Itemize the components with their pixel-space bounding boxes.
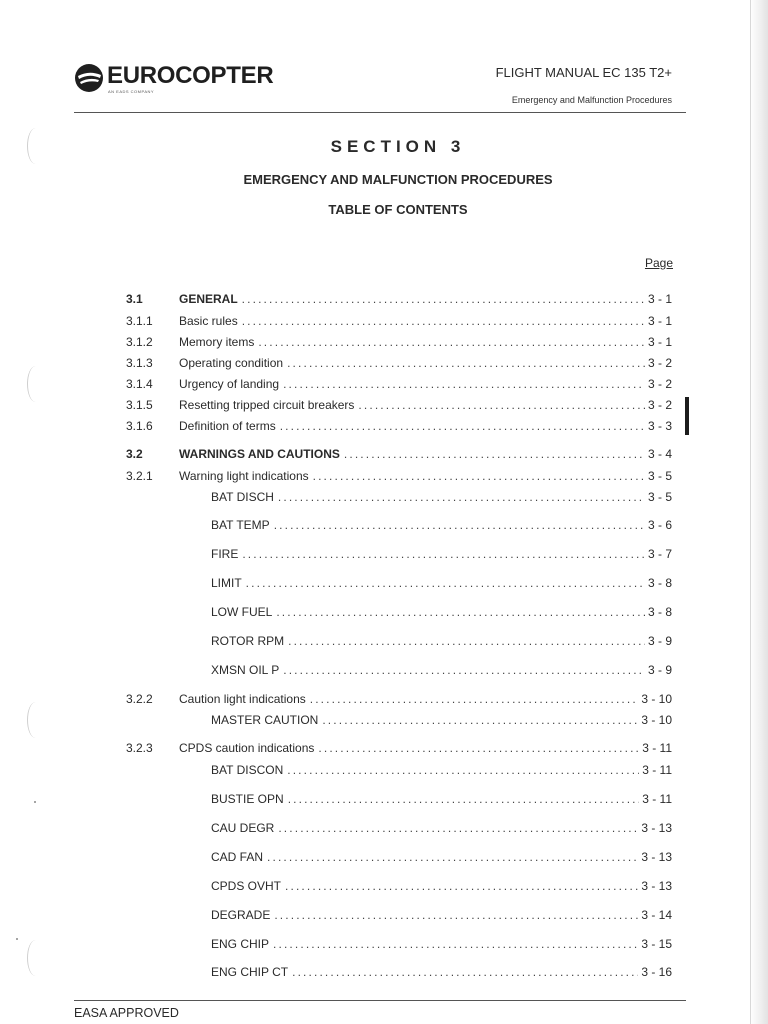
toc-entry-line [211, 663, 672, 677]
toc-page-number: 3 - 8 [645, 605, 672, 619]
toc-heading: TABLE OF CONTENTS [328, 202, 468, 217]
toc-section-number: 3.1 [126, 292, 143, 306]
toc-section-number: 3.2.3 [126, 741, 153, 755]
toc-leader-dots [283, 663, 645, 677]
toc-leader-dots [318, 741, 639, 755]
toc-leader-dots [242, 292, 645, 306]
toc-row [0, 663, 768, 679]
toc-page-number: 3 - 11 [639, 741, 672, 755]
toc-entry-line [211, 879, 672, 893]
toc-page-number: 3 - 9 [645, 663, 672, 677]
brand-name: EUROCOPTER [107, 62, 274, 89]
toc-leader-dots [280, 419, 645, 433]
toc-entry-title: Warning light indications [179, 469, 313, 483]
toc-leader-dots [274, 908, 638, 922]
toc-page-number: 3 - 10 [638, 692, 672, 706]
toc-entry-line [179, 419, 672, 433]
toc-page-number: 3 - 5 [645, 469, 672, 483]
toc-row [0, 937, 768, 953]
toc-leader-dots [242, 314, 645, 328]
toc-row [0, 634, 768, 650]
toc-page-number: 3 - 1 [645, 335, 672, 349]
toc-section-number: 3.1.3 [126, 356, 153, 370]
toc-entry-line [179, 398, 672, 412]
change-bar [685, 397, 689, 435]
toc-page-number: 3 - 13 [638, 821, 672, 835]
toc-row [0, 398, 768, 414]
footer-divider [74, 1000, 686, 1001]
brand-subtitle: AN EADS COMPANY [108, 89, 155, 94]
toc-entry-title: XMSN OIL P [211, 663, 283, 677]
toc-row [0, 741, 768, 757]
toc-leader-dots [287, 356, 645, 370]
toc-row [0, 547, 768, 563]
toc-page-number: 3 - 15 [638, 937, 672, 951]
toc-entry-line [211, 634, 672, 648]
toc-leader-dots [344, 447, 645, 461]
toc-page-number: 3 - 10 [638, 713, 672, 727]
toc-leader-dots [288, 792, 640, 806]
toc-section-number: 3.2.2 [126, 692, 153, 706]
toc-entry-title: Operating condition [179, 356, 287, 370]
header-divider [74, 112, 686, 113]
toc-entry-title: BAT DISCON [211, 763, 287, 777]
toc-row [0, 469, 768, 485]
toc-leader-dots [274, 518, 645, 532]
toc-section-number: 3.1.2 [126, 335, 153, 349]
toc-row [0, 377, 768, 393]
toc-entry-line [211, 937, 672, 951]
toc-entry-title: Definition of terms [179, 419, 280, 433]
toc-entry-line [211, 576, 672, 590]
toc-entry-line [179, 692, 672, 706]
toc-leader-dots [273, 937, 638, 951]
toc-leader-dots [288, 634, 645, 648]
toc-row [0, 605, 768, 621]
toc-row [0, 518, 768, 534]
toc-entry-title: CAD FAN [211, 850, 267, 864]
toc-entry-title: ENG CHIP [211, 937, 273, 951]
toc-page-number: 3 - 7 [645, 547, 672, 561]
approval-statement: EASA APPROVED [74, 1006, 179, 1020]
toc-leader-dots [310, 692, 639, 706]
toc-row [0, 419, 768, 435]
toc-entry-line [211, 850, 672, 864]
toc-entry-title: BAT DISCH [211, 490, 278, 504]
toc-entry-line [179, 335, 672, 349]
toc-page-number: 3 - 1 [645, 314, 672, 328]
toc-entry-title: CAU DEGR [211, 821, 278, 835]
toc-entry-title: BUSTIE OPN [211, 792, 288, 806]
toc-entry-title: LOW FUEL [211, 605, 276, 619]
toc-entry-line [211, 965, 672, 979]
toc-page-number: 3 - 13 [638, 850, 672, 864]
toc-entry-title: BAT TEMP [211, 518, 274, 532]
toc-leader-dots [358, 398, 645, 412]
toc-row [0, 821, 768, 837]
toc-page-number: 3 - 11 [639, 792, 672, 806]
toc-page-number: 3 - 14 [638, 908, 672, 922]
toc-entry-line [211, 713, 672, 727]
section-title: SECTION 3 [330, 137, 466, 156]
toc-leader-dots [292, 965, 638, 979]
toc-row [0, 965, 768, 981]
toc-page-number: 3 - 11 [639, 763, 672, 777]
section-heading: EMERGENCY AND MALFUNCTION PROCEDURES [243, 172, 553, 187]
toc-entry-title: DEGRADE [211, 908, 274, 922]
toc-entry-line [179, 356, 672, 370]
toc-section-number: 3.2 [126, 447, 143, 461]
toc-leader-dots [246, 576, 645, 590]
toc-section-number: 3.1.1 [126, 314, 153, 328]
toc-page-number: 3 - 2 [645, 377, 672, 391]
eurocopter-logo [74, 60, 314, 100]
toc-page-number: 3 - 13 [638, 879, 672, 893]
toc-entry-line [179, 314, 672, 328]
manual-title: FLIGHT MANUAL EC 135 T2+ [495, 65, 672, 80]
toc-page-number: 3 - 2 [645, 398, 672, 412]
toc-row [0, 908, 768, 924]
toc-entry-line [211, 792, 672, 806]
toc-leader-dots [267, 850, 638, 864]
toc-row [0, 292, 768, 308]
toc-entry-title: MASTER CAUTION [211, 713, 322, 727]
toc-section-number: 3.1.5 [126, 398, 153, 412]
toc-entry-title: FIRE [211, 547, 242, 561]
toc-entry-title: ENG CHIP CT [211, 965, 292, 979]
toc-entry-line [211, 605, 672, 619]
toc-leader-dots [285, 879, 638, 893]
toc-entry-title: Caution light indications [179, 692, 310, 706]
toc-row [0, 447, 768, 463]
toc-entry-line [211, 547, 672, 561]
toc-row [0, 356, 768, 372]
toc-section-number: 3.1.4 [126, 377, 153, 391]
toc-row [0, 314, 768, 330]
toc-entry-title: WARNINGS AND CAUTIONS [179, 447, 344, 461]
page-column-header: Page [644, 256, 673, 270]
toc-leader-dots [242, 547, 645, 561]
eurocopter-logo-icon [74, 63, 104, 93]
toc-row [0, 335, 768, 351]
toc-entry-title: LIMIT [211, 576, 246, 590]
toc-entry-line [211, 908, 672, 922]
toc-page-number: 3 - 3 [645, 419, 672, 433]
toc-leader-dots [287, 763, 639, 777]
toc-page-number: 3 - 8 [645, 576, 672, 590]
toc-row [0, 692, 768, 708]
toc-entry-title: GENERAL [179, 292, 242, 306]
toc-entry-title: ROTOR RPM [211, 634, 288, 648]
toc-page-number: 3 - 2 [645, 356, 672, 370]
manual-subtitle: Emergency and Malfunction Procedures [511, 95, 672, 105]
toc-row [0, 490, 768, 506]
toc-entry-line [179, 469, 672, 483]
toc-entry-line [211, 821, 672, 835]
toc-page-number: 3 - 1 [645, 292, 672, 306]
toc-entry-title: CPDS caution indications [179, 741, 318, 755]
toc-entry-line [211, 518, 672, 532]
toc-page-number: 3 - 16 [638, 965, 672, 979]
toc-entry-line [211, 490, 672, 504]
toc-page-number: 3 - 4 [645, 447, 672, 461]
toc-row [0, 576, 768, 592]
toc-leader-dots [276, 605, 645, 619]
toc-row [0, 713, 768, 729]
toc-entry-title: CPDS OVHT [211, 879, 285, 893]
toc-row [0, 850, 768, 866]
toc-leader-dots [283, 377, 645, 391]
toc-leader-dots [278, 490, 645, 504]
toc-leader-dots [258, 335, 645, 349]
toc-entry-title: Memory items [179, 335, 258, 349]
toc-page-number: 3 - 6 [645, 518, 672, 532]
toc-entry-title: Basic rules [179, 314, 242, 328]
toc-section-number: 3.2.1 [126, 469, 153, 483]
toc-entry-line [179, 377, 672, 391]
toc-row [0, 792, 768, 808]
toc-entry-line [211, 763, 672, 777]
toc-entry-title: Resetting tripped circuit breakers [179, 398, 358, 412]
toc-page-number: 3 - 5 [645, 490, 672, 504]
toc-page-number: 3 - 9 [645, 634, 672, 648]
toc-entry-line [179, 292, 672, 306]
toc-entry-line [179, 447, 672, 461]
toc-section-number: 3.1.6 [126, 419, 153, 433]
toc-entry-line [179, 741, 672, 755]
toc-entry-title: Urgency of landing [179, 377, 283, 391]
toc-leader-dots [278, 821, 638, 835]
toc-leader-dots [313, 469, 645, 483]
toc-row [0, 763, 768, 779]
toc-leader-dots [322, 713, 638, 727]
toc-row [0, 879, 768, 895]
